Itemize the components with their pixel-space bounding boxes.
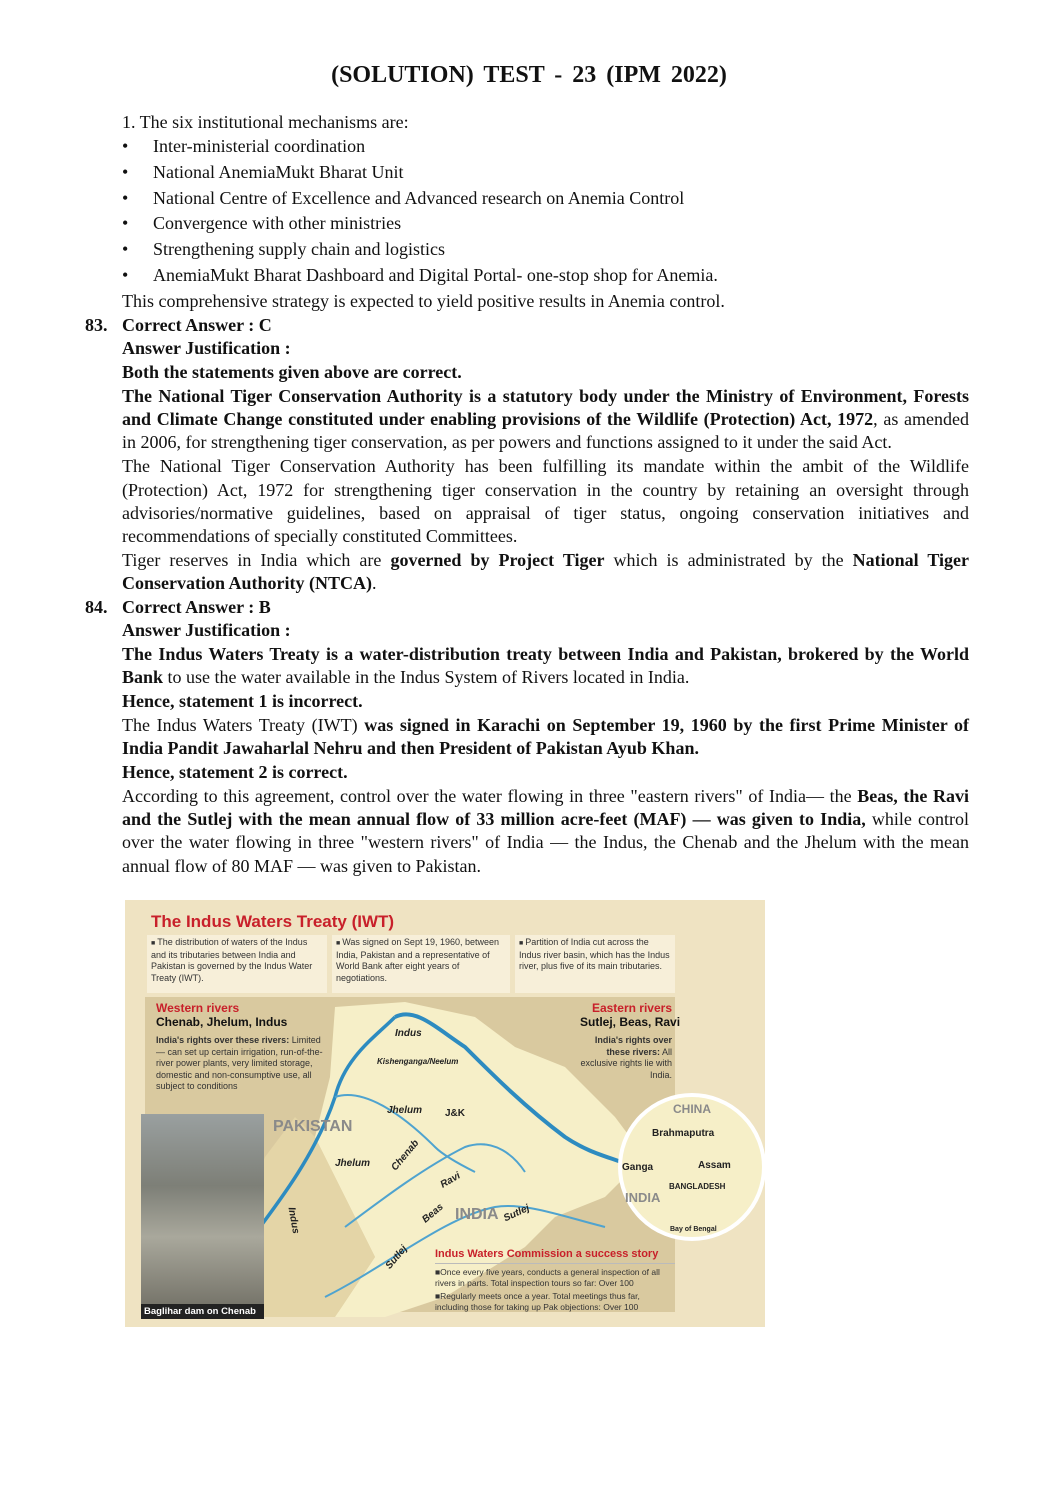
justification-paragraph: [122, 714, 969, 761]
text-run: The National Tiger Conservation Authority is a statutory body under the Ministry of Environment, Forests and Climate Change constituted under enabling provisions of the Wildlife (Protection) Act, 1972: [122, 385, 969, 430]
text-run: Both the statements given above are correct.: [122, 362, 462, 383]
commission-box: [435, 1248, 675, 1312]
text-run: According to this agreement, control over the water flowing in three "eastern rivers" of India— the: [122, 785, 858, 806]
map-label: Jhelum: [387, 1105, 423, 1116]
eastern-heading: Eastern rivers: [591, 1001, 672, 1015]
mechanism-list: [122, 135, 969, 288]
eastern-rights: All exclusive rights lie with India.: [580, 1046, 672, 1080]
western-rights: Limited — can set up certain irrigation, run-of-the-river power plants, very limited storage, domestic and non-consumptive use, all subject to conditions: [156, 1035, 323, 1091]
eastern-rivers: Sutlej, Beas, Ravi: [580, 1015, 681, 1029]
text-run: .: [372, 573, 377, 594]
note-text: Regularly meets once a year. Total meetings thus far, including those for taking up Pak objections: Over 100: [435, 1291, 640, 1312]
rights-label: India's rights over these rivers:: [156, 1035, 290, 1045]
map-label: Indus: [285, 1206, 302, 1235]
map-label: BANGLADESH: [669, 1182, 726, 1191]
text-run: while control over the water flowing in three "western rivers" of India — the Indus, the Chenab and the Jhelum with the mean annual flow of 80 MAF — was given to Pakistan.: [122, 809, 969, 876]
western-rivers: Chenab, Jhelum, Indus: [156, 1015, 288, 1029]
text-run: The Indus Waters Treaty is a water-distribution treaty between India and Pakistan, brokered by the World Bank: [122, 644, 969, 688]
note-text: Once every five years, conducts a general inspection of all rivers in parts. Total inspection tours so far: Over 100: [435, 1267, 660, 1288]
commission-note: ■Once every five years, conducts a general inspection of all rivers in parts. Total inspection tours so far: Over 100: [435, 1267, 660, 1288]
question-number: 84.: [85, 597, 108, 617]
eastern-rivers-box: [580, 1001, 681, 1081]
list-item: • National AnemiaMukt Bharat Unit: [122, 161, 969, 184]
text-run: Beas, the Ravi and the Sutlej with the mean annual flow of 33 million acre-feet (MAF) — was given to India,: [122, 785, 969, 830]
text-run: governed by Project Tiger: [390, 549, 605, 570]
list-item: • Strengthening supply chain and logistics: [122, 238, 969, 261]
justification-paragraph: [122, 361, 969, 384]
map-label: Brahmaputra: [652, 1128, 715, 1139]
commission-heading: Indus Waters Commission a success story: [435, 1248, 675, 1264]
question-83-answer: [85, 314, 969, 337]
list-item: • National Centre of Excellence and Advanced research on Anemia Control: [122, 187, 969, 210]
western-heading: Western rivers: [156, 1001, 240, 1015]
document-body: [85, 111, 969, 879]
map-label: Indus: [395, 1028, 422, 1039]
map-label: Sutlej: [501, 1202, 532, 1225]
text-run: to use the water available in the Indus System of Rivers located in India.: [163, 667, 690, 688]
text-run: Tiger reserves in India which are: [122, 549, 391, 570]
page-title: (SOLUTION) TEST - 23 (IPM 2022): [331, 62, 727, 88]
text-run: The National Tiger Conservation Authority has been fulfilling its mandate within the ambit of the Wildlife (Protection) Act, 1972 for strengthening tiger conservation in the country by retaining an oversight through advisories/normative guidelines, based on appraisal of tiger status, ongoing conservation initiatives and recommendations of specially constituted Committees.: [122, 456, 969, 547]
justification-label: Answer Justification :: [122, 620, 291, 641]
photo-caption: Baglihar dam on Chenab: [141, 1304, 264, 1319]
info-note: ■ Was signed on Sept 19, 1960, between India, Pakistan and a representative of World Bank after eight years of negotiations.: [332, 935, 510, 993]
map-label: Beas: [420, 1201, 446, 1226]
map-label: INDIA: [625, 1190, 661, 1205]
map-label: J&K: [445, 1108, 466, 1119]
map-label: Ravi: [438, 1170, 463, 1191]
text-run: Hence, statement 2 is correct.: [122, 762, 348, 783]
map-label: CHINA: [673, 1102, 711, 1116]
commission-note: ■Regularly meets once a year. Total meetings thus far, including those for taking up Pak objections: Over 100: [435, 1291, 640, 1312]
text-run: which is administrated by the: [604, 549, 853, 570]
justification-paragraph: [122, 761, 969, 784]
map-label: Assam: [698, 1160, 731, 1171]
text-run: , as amended in 2006, for strengthening tiger conservation, as per powers and functions assigned to it under the said Act.: [122, 409, 969, 453]
correct-answer: Correct Answer : C: [122, 314, 272, 335]
justification-label: Answer Justification :: [122, 338, 291, 359]
map-label: Kishenganga/Neelum: [377, 1057, 459, 1066]
question-number: 83.: [85, 314, 108, 335]
indus-waters-treaty-infographic: [125, 900, 765, 1327]
rights-label: India's rights over these rivers:: [594, 1035, 672, 1057]
western-rivers-box: [156, 1001, 326, 1093]
map-label: INDIA: [455, 1206, 499, 1223]
map-label: Sutlej: [383, 1243, 410, 1272]
justification-paragraph: [122, 455, 969, 548]
map-label: Chenab: [389, 1137, 422, 1174]
text-run: National Tiger Conservation Authority (NTCA): [122, 549, 969, 594]
justification-paragraph: [122, 549, 969, 596]
info-note: ■ Partition of India cut across the Indus river basin, which has the Indus river, plus five of its main tributaries.: [515, 935, 675, 993]
question-83-justification: [122, 361, 969, 595]
justification-paragraph: [122, 785, 969, 878]
text-run: was signed in Karachi on September 19, 1960 by the first Prime Minister of India Pandit Jawaharlal Nehru and then President of Pakistan Ayub Khan.: [122, 714, 969, 759]
baglihar-dam-photo: [141, 1114, 264, 1319]
info-note: ■ The distribution of waters of the Indus and its tributaries between India and Pakistan is governed by the Indus Water Treaty (IWT).: [147, 935, 327, 993]
closing-text: This comprehensive strategy is expected to yield positive results in Anemia control.: [122, 291, 725, 312]
text-run: The Indus Waters Treaty (IWT): [122, 714, 365, 735]
map-label: Bay of Bengal: [670, 1226, 717, 1233]
map-label: Ganga: [622, 1162, 654, 1173]
list-item: • Convergence with other ministries: [122, 212, 969, 235]
justification-paragraph: [122, 643, 969, 690]
justification-paragraph: [122, 690, 969, 713]
justification-paragraph: [122, 385, 969, 455]
list-item: • Inter-ministerial coordination: [122, 135, 969, 158]
question-84-answer: [85, 596, 969, 619]
question-84-justification: [122, 643, 969, 878]
map-label: Jhelum: [335, 1158, 371, 1169]
text-run: Hence, statement 1 is incorrect.: [122, 691, 363, 712]
intro-text: 1. The six institutional mechanisms are:: [122, 112, 409, 132]
correct-answer: Correct Answer : B: [122, 597, 271, 617]
infographic-title: The Indus Waters Treaty (IWT): [151, 912, 395, 931]
list-item: • AnemiaMukt Bharat Dashboard and Digital Portal- one-stop shop for Anemia.: [122, 264, 969, 287]
map-label: PAKISTAN: [273, 1118, 353, 1135]
